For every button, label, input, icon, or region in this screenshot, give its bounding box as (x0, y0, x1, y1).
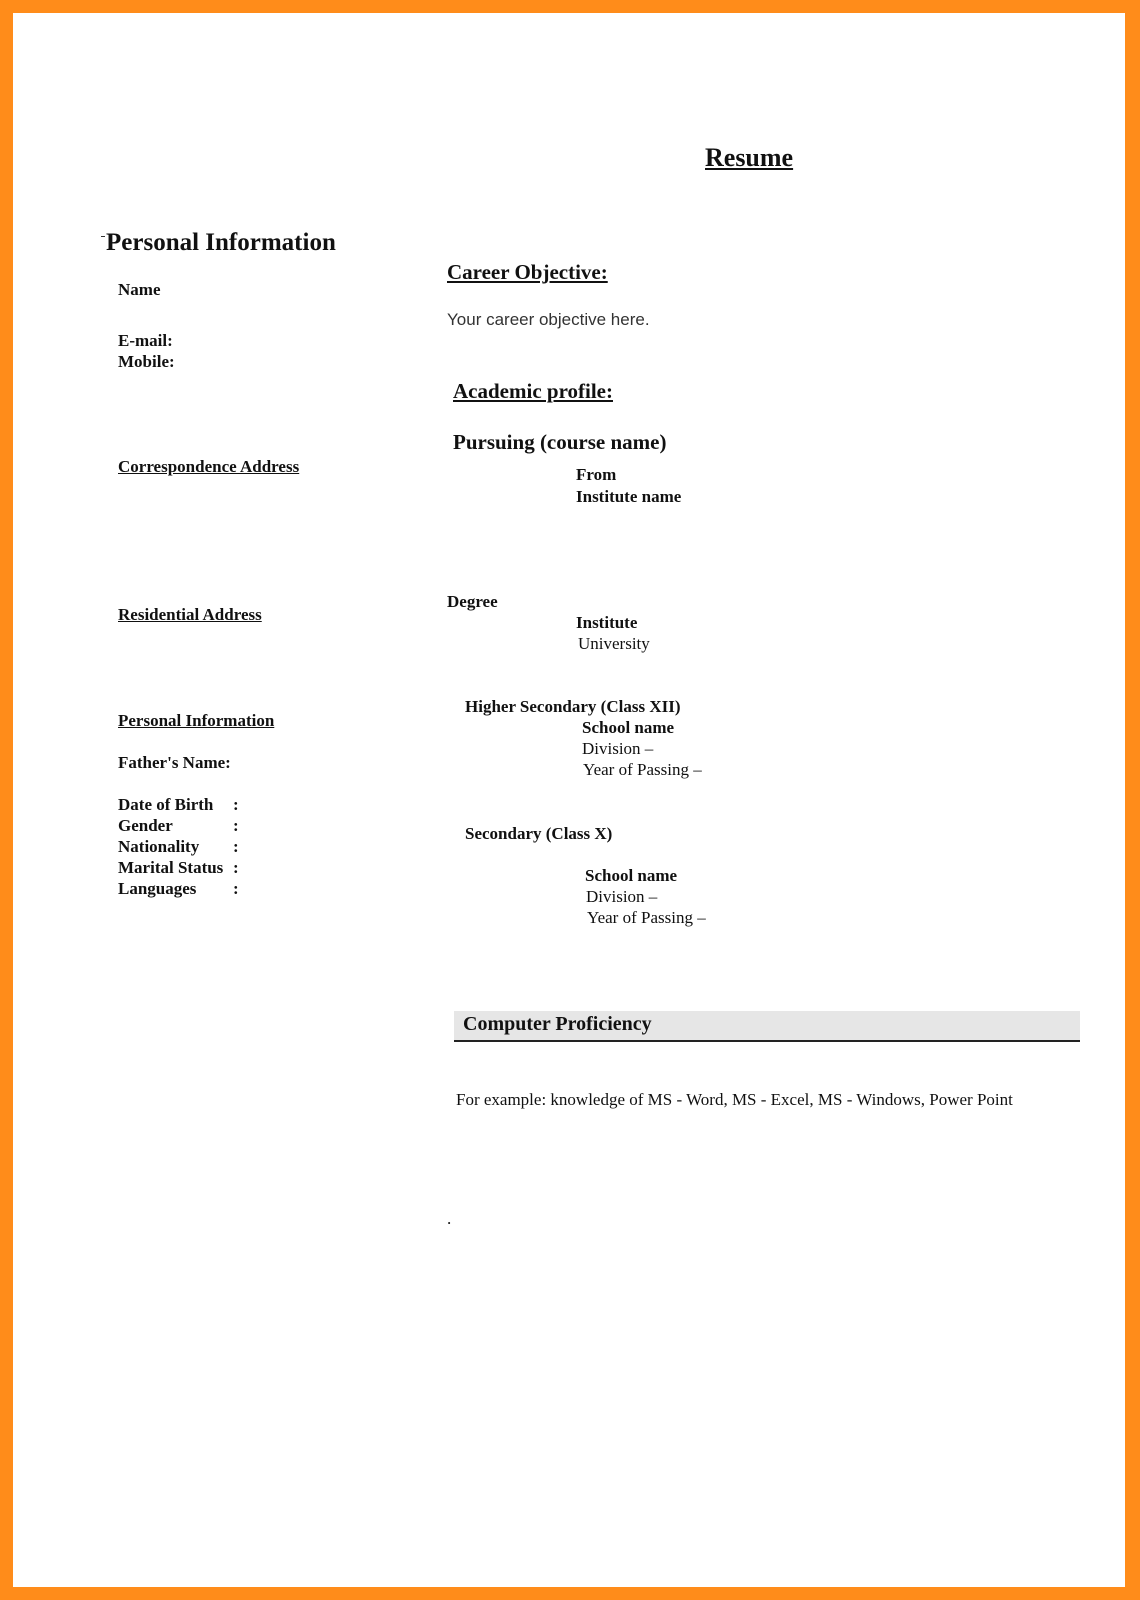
degree-institute: Institute (576, 613, 638, 632)
pursuing-course-title: Pursuing (course name) (453, 430, 667, 454)
academic-profile-heading: Academic profile: (453, 379, 613, 403)
residential-address-label: Residential Address (118, 605, 262, 624)
resume-title: Resume (705, 143, 794, 172)
gender-colon: : (233, 816, 239, 835)
secondary-division: Division – (586, 887, 658, 906)
degree-title: Degree (447, 592, 498, 611)
dob-row (118, 795, 258, 816)
personal-information-subheading: Personal Information (118, 711, 275, 730)
marital-status-row (118, 858, 258, 879)
secondary-title: Secondary (Class X) (465, 824, 613, 843)
higher-secondary-school: School name (582, 718, 675, 737)
nationality-colon: : (233, 837, 239, 856)
marital-status-label: Marital Status (118, 858, 224, 877)
higher-secondary-title: Higher Secondary (Class XII) (465, 697, 681, 716)
correspondence-address-label: Correspondence Address (118, 457, 300, 476)
career-objective-text: Your career objective here. (447, 310, 650, 329)
name-label: Name (118, 280, 161, 299)
languages-row (118, 879, 258, 900)
resume-page (13, 13, 1125, 1587)
pursuing-from-label: From (576, 465, 617, 484)
dob-colon: : (233, 795, 239, 814)
trailing-mark: . (447, 1209, 452, 1228)
languages-label: Languages (118, 879, 197, 898)
career-objective-heading: Career Objective: (447, 260, 608, 284)
fathers-name-label: Father's Name: (118, 753, 231, 772)
higher-secondary-year: Year of Passing – (583, 760, 702, 779)
nationality-label: Nationality (118, 837, 200, 856)
computer-proficiency-text: For example: knowledge of MS - Word, MS - Excel, MS - Windows, Power Point (456, 1090, 1013, 1109)
languages-colon: : (233, 879, 239, 898)
dob-label: Date of Birth (118, 795, 214, 814)
heading-mark (101, 235, 105, 237)
computer-proficiency-bar (454, 1011, 1080, 1042)
degree-university: University (578, 634, 650, 653)
secondary-school: School name (585, 866, 678, 885)
mobile-label: Mobile: (118, 352, 175, 371)
gender-row (118, 816, 258, 837)
gender-label: Gender (118, 816, 173, 835)
nationality-row (118, 837, 258, 858)
pursuing-institute-name: Institute name (576, 487, 682, 506)
personal-information-heading: Personal Information (106, 229, 336, 256)
higher-secondary-division: Division – (582, 739, 654, 758)
computer-proficiency-heading: Computer Proficiency (463, 1013, 652, 1035)
marital-status-colon: : (233, 858, 239, 877)
email-label: E-mail: (118, 331, 173, 350)
secondary-year: Year of Passing – (587, 908, 706, 927)
